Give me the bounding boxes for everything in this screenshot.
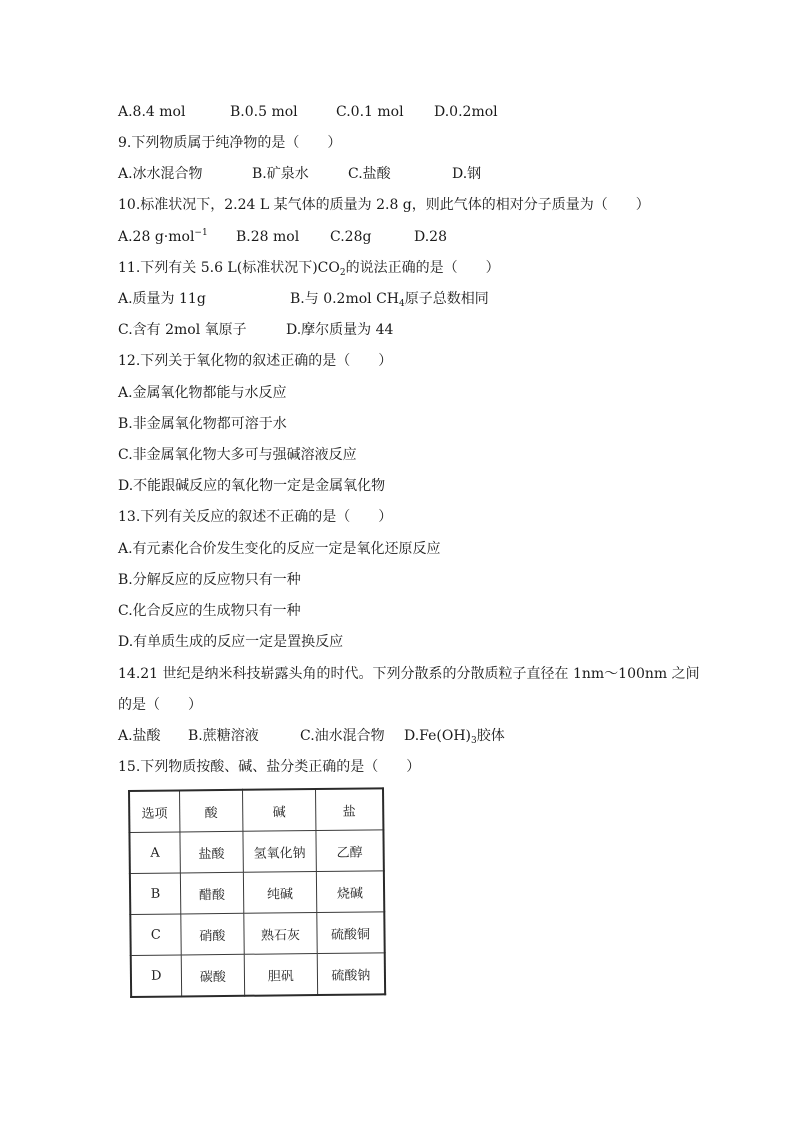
- table-cell: 乙醇: [316, 830, 384, 872]
- q11-option-b-pre: B.与 0.2mol CH: [290, 291, 400, 307]
- table-header-option: 选项: [129, 790, 180, 832]
- table-cell: 熟石灰: [244, 913, 317, 955]
- table-header-acid: 酸: [179, 790, 243, 832]
- classification-table: [128, 787, 386, 998]
- q8-option-d: D.0.2mol: [434, 104, 498, 120]
- q12-stem: 12.下列关于氧化物的叙述正确的是（ ）: [118, 353, 393, 369]
- q11-stem-post: 的说法正确的是（ ）: [345, 260, 500, 276]
- q14-option-d-sub: 3: [471, 736, 477, 746]
- table-cell: C: [130, 914, 181, 956]
- q13-stem: 13.下列有关反应的叙述不正确的是（ ）: [118, 509, 393, 525]
- q12-option-b: B.非金属氧化物都可溶于水: [118, 416, 287, 432]
- q14-stem-line2: 的是（ ）: [118, 697, 202, 713]
- q14-option-d-pre: D.Fe(OH): [404, 728, 472, 744]
- table-row: [131, 953, 385, 997]
- q13-option-c: C.化合反应的生成物只有一种: [118, 603, 301, 619]
- table-header-salt: 盐: [315, 788, 383, 830]
- q10-stem: 10.标准状况下，2.24 L 某气体的质量为 2.8 g，则此气体的相对分子质量为（ ）: [118, 197, 650, 213]
- q14-option-a: A.盐酸: [118, 728, 161, 744]
- q11-option-c: C.含有 2mol 氧原子: [118, 322, 247, 338]
- classification-table-image: [128, 787, 394, 1002]
- q11-option-b: [290, 289, 489, 309]
- table-cell: B: [130, 873, 181, 915]
- table-cell: 硫酸铜: [317, 912, 385, 954]
- q8-option-c: C.0.1 mol: [336, 104, 404, 120]
- q10-option-a-exponent: −1: [194, 228, 208, 238]
- q10-option-b: B.28 mol: [236, 229, 300, 245]
- q8-option-b: B.0.5 mol: [230, 104, 298, 120]
- table-cell: 硝酸: [181, 913, 245, 955]
- table-cell: A: [129, 832, 180, 874]
- q14-option-d: [404, 726, 505, 746]
- q9-option-b: B.矿泉水: [252, 166, 309, 182]
- q13-option-d: D.有单质生成的反应一定是置换反应: [118, 634, 344, 650]
- q13-option-a: A.有元素化合价发生变化的反应一定是氧化还原反应: [118, 541, 441, 557]
- q12-option-a: A.金属氧化物都能与水反应: [118, 385, 287, 401]
- q10-option-d: D.28: [414, 229, 447, 245]
- q8-option-a: A.8.4 mol: [118, 104, 186, 120]
- table-cell: D: [131, 955, 182, 997]
- q11-stem-pre: 11.下列有关 5.6 L(标准状况下)CO: [118, 260, 340, 276]
- q14-stem-line1: 14.21 世纪是纳米科技崭露头角的时代。下列分散系的分散质粒子直径在 1nm～100nm 之间: [118, 666, 700, 682]
- q10-option-a-text: A.28 g·mol: [118, 229, 195, 245]
- q12-option-d: D.不能跟碱反应的氧化物一定是金属氧化物: [118, 478, 386, 494]
- q11-stem-sub: 2: [339, 268, 346, 278]
- table-cell: 硫酸钠: [317, 953, 385, 995]
- q14-option-c: C.油水混合物: [300, 728, 385, 744]
- q9-option-a: A.冰水混合物: [118, 166, 203, 182]
- table-row: [129, 830, 383, 874]
- q10-option-c: C.28g: [330, 229, 372, 245]
- table-row: [130, 912, 384, 956]
- q13-option-b: B.分解反应的反应物只有一种: [118, 572, 301, 588]
- q11-option-a: A.质量为 11g: [118, 291, 206, 307]
- q9-stem: 9.下列物质属于纯净物的是（ ）: [118, 135, 342, 151]
- table-cell: 胆矾: [244, 954, 317, 996]
- q15-stem: 15.下列物质按酸、碱、盐分类正确的是（ ）: [118, 759, 421, 775]
- q11-option-d: D.摩尔质量为 44: [286, 322, 394, 338]
- q12-option-c: C.非金属氧化物大多可与强碱溶液反应: [118, 447, 357, 463]
- q11-option-b-post: 原子总数相同: [404, 291, 489, 307]
- q9-option-c: C.盐酸: [348, 166, 391, 182]
- table-cell: 碳酸: [181, 954, 245, 996]
- table-cell: 氢氧化钠: [243, 831, 316, 873]
- table-cell: 烧碱: [316, 871, 384, 913]
- q14-option-b: B.蔗糖溶液: [188, 728, 259, 744]
- table-cell: 醋酸: [180, 872, 244, 914]
- table-header-row: [129, 788, 383, 832]
- q14-option-d-post: 胶体: [476, 728, 505, 744]
- table-header-base: 碱: [242, 789, 315, 831]
- table-cell: 纯碱: [243, 872, 316, 914]
- table-cell: 盐酸: [180, 831, 244, 873]
- table-row: [130, 871, 384, 915]
- q11-stem: [118, 258, 500, 278]
- q11-option-b-sub: 4: [399, 299, 405, 309]
- q10-option-a: [118, 227, 208, 247]
- q9-option-d: D.钢: [452, 166, 482, 182]
